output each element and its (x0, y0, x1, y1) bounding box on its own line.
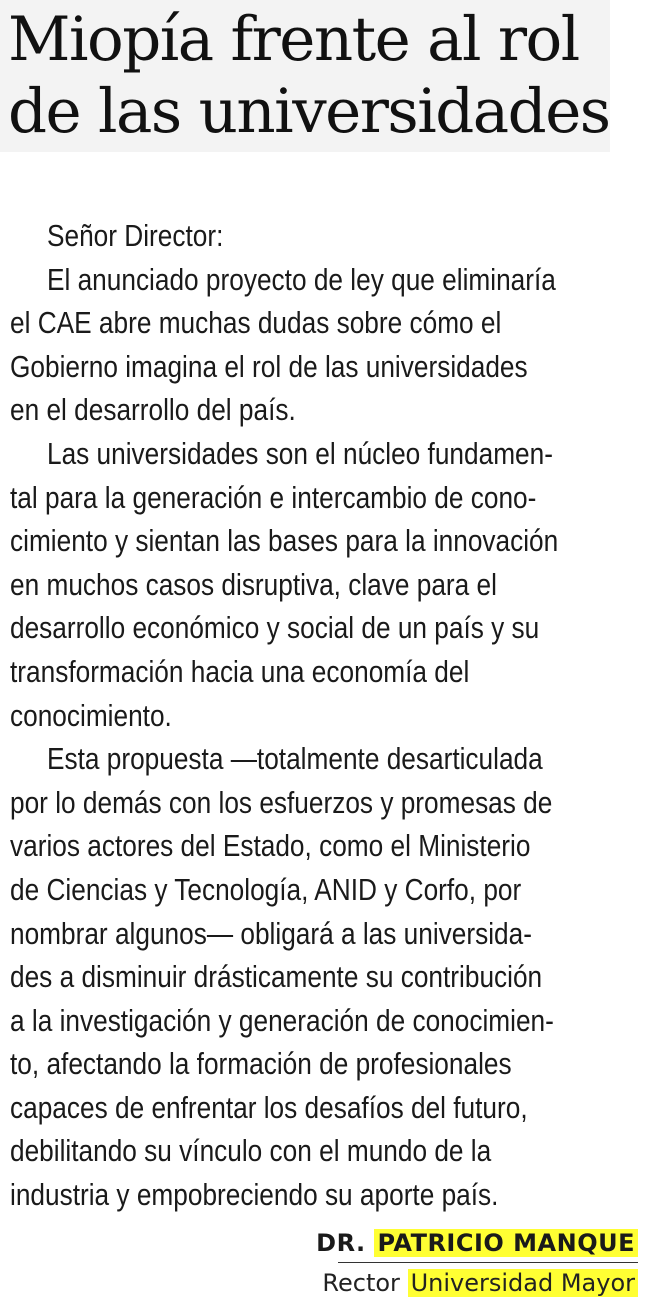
signature-name-line (316, 1227, 638, 1259)
salutation: Señor Director: (46, 219, 224, 253)
paragraph-2 (10, 433, 640, 738)
paragraph-line: desarrollo económico y social de un país y su (10, 611, 540, 646)
paragraph-line: tal para la generación e intercambio de cono- (10, 480, 537, 515)
paragraph-line: to, afectando la formación de profesionales (10, 1047, 512, 1082)
signature-title: DR. (316, 1229, 366, 1257)
paragraph-line: cimiento y sientan las bases para la innovación (10, 524, 559, 559)
signature-institution: Universidad Mayor (408, 1269, 638, 1297)
paragraph-line: Esta propuesta —totalmente desarticulada (46, 742, 543, 777)
paragraph-line: varios actores del Estado, como el Ministerio (10, 829, 531, 864)
paragraph-line: en el desarrollo del país. (10, 393, 296, 428)
paragraph-line: capaces de enfrentar los desafíos del futuro, (10, 1090, 528, 1125)
paragraph-line: de Ciencias y Tecnología, ANID y Corfo, por (10, 872, 522, 907)
paragraph-line: des a disminuir drásticamente su contribución (10, 960, 543, 995)
paragraph-line: por lo demás con los esfuerzos y promesas de (10, 785, 553, 820)
paragraph-line: El anunciado proyecto de ley que eliminaría (46, 262, 556, 297)
signature-name: PATRICIO MANQUE (374, 1229, 638, 1257)
paragraph-line: industria y empobreciendo su aporte país. (10, 1178, 499, 1213)
paragraph-line: a la investigación y generación de conocimien- (10, 1003, 554, 1038)
paragraph-line: conocimiento. (10, 698, 172, 733)
letter-body (10, 215, 640, 1218)
paragraph-line: en muchos casos disruptiva, clave para el (10, 567, 497, 602)
paragraph-line: nombrar algunos— obligará a las universida- (10, 916, 532, 951)
paragraph-line: Gobierno imagina el rol de las universidades (10, 349, 528, 384)
headline (8, 4, 608, 148)
signature-divider (338, 1262, 638, 1263)
paragraph-line: el CAE abre muchas dudas sobre cómo el (10, 306, 502, 341)
paragraph-1 (10, 259, 640, 433)
signature-role-line (316, 1268, 638, 1298)
signature-block (316, 1227, 638, 1298)
headline-line-1: Miopía frente al rol (8, 4, 579, 75)
paragraph-3 (10, 738, 640, 1218)
paragraph-line: Las universidades son el núcleo fundamen- (46, 436, 553, 471)
paragraph-line: transformación hacia una economía del (10, 654, 470, 689)
paragraph-line: debilitando su vínculo con el mundo de la (10, 1134, 492, 1169)
headline-line-2: de las universidades (8, 76, 610, 147)
signature-role: Rector (322, 1269, 400, 1297)
salutation-paragraph (10, 215, 640, 259)
